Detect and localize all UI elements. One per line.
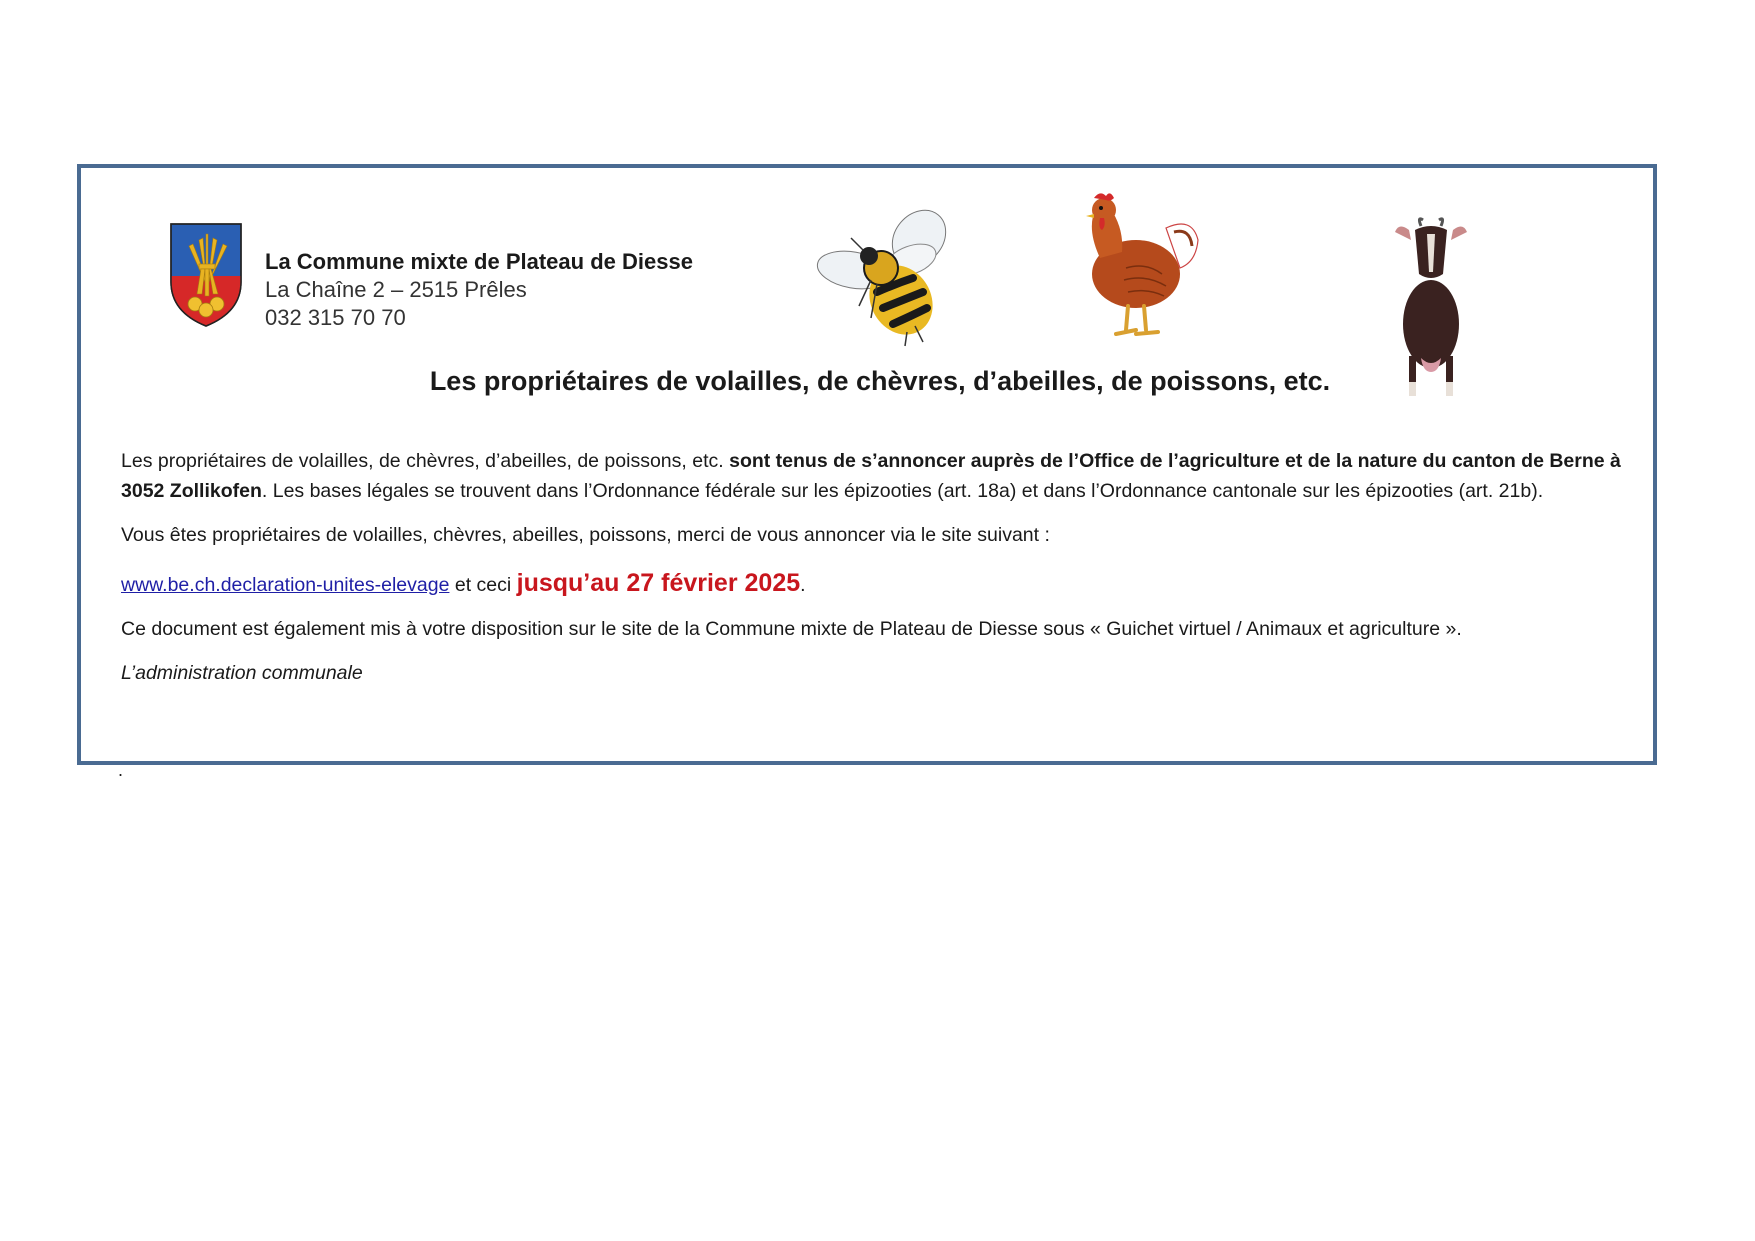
paragraph-link xyxy=(121,568,1633,600)
legal-basis-text: . Les bases légales se trouvent dans l’Ordonnance fédérale sur les épizooties (art. 18a) et dans l’Ordonnance cantonale sur les épizooties (art. 21b). xyxy=(261,480,1544,502)
paragraph-intro xyxy=(121,446,1633,506)
paragraph-availability: Ce document est également mis à votre disposition sur le site de la Commune mixte de Plateau de Diesse sous « Guichet virtuel / Animaux et agriculture ». xyxy=(121,618,1462,640)
bee-icon xyxy=(811,208,961,348)
intro-text: Les propriétaires de volailles, de chèvres, d’abeilles, de poissons, etc. xyxy=(121,450,730,472)
link-connector: et ceci xyxy=(449,574,517,596)
trailing-dot: . xyxy=(118,760,124,780)
notice-body xyxy=(121,446,1633,702)
notice-frame xyxy=(77,164,1657,765)
obligation-text: sont tenus de s’annoncer auprès de l’Office de l’agriculture et de la nature du canton de Berne à 3052 Zollikofen xyxy=(121,450,1621,502)
org-address: La Chaîne 2 – 2515 Prêles xyxy=(265,277,527,302)
declaration-link[interactable]: www.be.ch.declaration-unites-elevage xyxy=(121,574,450,596)
signature: L’administration communale xyxy=(121,662,363,684)
hen-icon xyxy=(1066,188,1201,343)
letterhead xyxy=(265,248,693,332)
paragraph-register: Vous êtes propriétaires de volailles, chèvres, abeilles, poissons, merci de vous annoncer via le site suivant : xyxy=(121,524,1050,546)
org-name: La Commune mixte de Plateau de Diesse xyxy=(265,249,693,274)
page-title: Les propriétaires de volailles, de chèvres, d’abeilles, de poissons, etc. xyxy=(429,366,1331,396)
link-line-end: . xyxy=(800,574,806,596)
org-phone: 032 315 70 70 xyxy=(265,305,406,330)
deadline-text: jusqu’au 27 février 2025 xyxy=(516,569,801,597)
coat-of-arms-icon xyxy=(167,220,245,330)
